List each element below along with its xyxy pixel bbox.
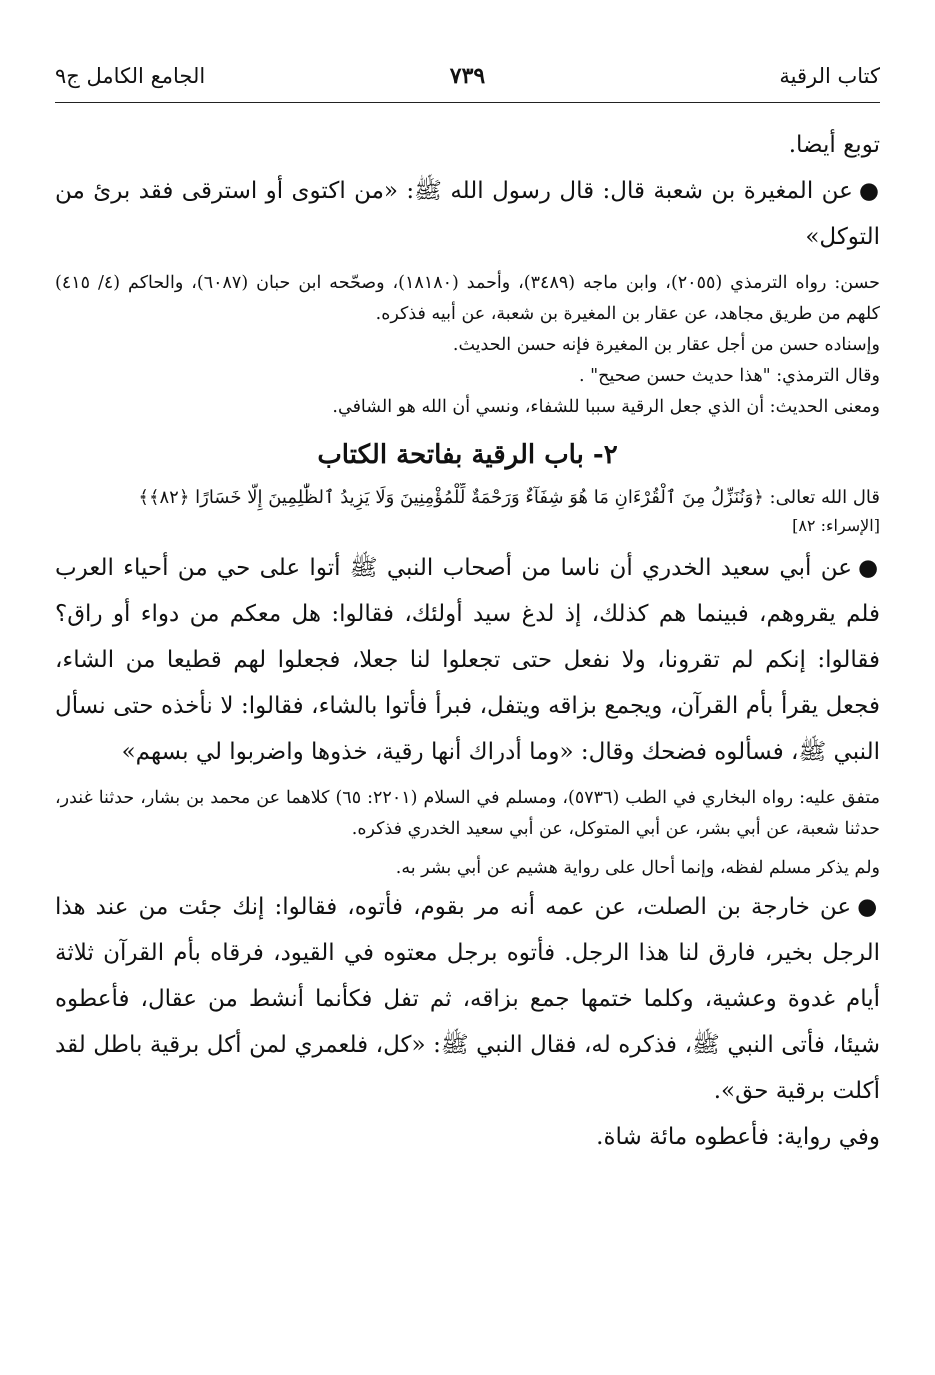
bullet-icon: ● — [858, 177, 880, 204]
hadith-paragraph — [55, 884, 880, 1114]
page-number: ٧٣٩ — [449, 63, 486, 89]
hadith-text: عن المغيرة بن شعبة قال: قال رسول الله ﷺ: «من اكتوى أو استرقى فقد برئ من التوكل» — [55, 178, 880, 250]
quran-verse: قال الله تعالى: ﴿وَنُنَزِّلُ مِنَ ٱلْقُرْءَانِ مَا هُوَ شِفَآءٌ وَرَحْمَةٌ لِّلْمُؤْمِنِينَ وَلَا يَزِيدُ ٱلظَّٰلِمِينَ إِلَّا خَسَارًا ﴿٨٢﴾﴾ — [138, 487, 880, 508]
takhrij-note: متفق عليه: رواه البخاري في الطب (٥٧٣٦)، ومسلم في السلام (٢٢٠١: ٦٥) كلاهما عن محمد بن بشار، حدثنا غندر، حدثنا شعبة، عن أبي بشر، عن أبي المتوكل، عن أبي سعيد الخدري فذكره. — [55, 788, 881, 839]
bullet-icon: ● — [857, 893, 881, 920]
hadith-text: عن خارجة بن الصلت، عن عمه أنه مر بقوم، فأتوه، فقالوا: إنك جئت من عند هذا الرجل بخير، فارق لنا هذا الرجل. فأتوه برجل معتوه في القيود، فرقاه بأم القرآن ثلاثة أيام غدوة وعشية، وكلما ختمها جمع بزاقه، ثم تفل فكأنما أنشط من عقال، فأعطوه شيئا، فأتى النبي ﷺ، فذكره له، فقال النبي ﷺ: «كل، فلعمري لمن أكل برقية باطل لقد أكلت برقية حق». — [55, 894, 880, 1104]
hadith-paragraph — [55, 545, 880, 775]
chapter-title: كتاب الرقية — [779, 64, 880, 88]
tirmidhi-note: وقال الترمذي: "هذا حديث حسن صحيح" . — [578, 366, 880, 386]
takhrij-note: حسن: رواه الترمذي (٢٠٥٥)، وابن ماجه (٣٤٨٩)، وأحمد (١٨١٨٠)، وصحّحه ابن حبان (٦٠٨٧)، والحاكم (٤/ ٤١٥) كلهم من طريق مجاهد، عن عقار بن المغيرة بن شعبة، عن أبيه فذكره. — [55, 273, 880, 324]
isnad-note: وإسناده حسن من أجل عقار بن المغيرة فإنه حسن الحديث. — [452, 335, 880, 355]
continuation-text: توبع أيضا. — [788, 132, 880, 158]
section-heading: ٢- باب الرقية بفاتحة الكتاب — [317, 440, 618, 470]
hadith-paragraph — [55, 168, 880, 260]
page-body — [55, 122, 880, 1160]
muslim-note: ولم يذكر مسلم لفظه، وإنما أحال على رواية هشيم عن أبي بشر به. — [395, 858, 880, 878]
riwaya-text: وفي رواية: فأعطوه مائة شاة. — [596, 1124, 880, 1150]
page-header — [55, 56, 880, 96]
header-rule — [55, 102, 880, 103]
book-title: الجامع الكامل ج٩ — [55, 64, 206, 88]
hadith-text: عن أبي سعيد الخدري أن ناسا من أصحاب النبي ﷺ أتوا على حي من أحياء العرب فلم يقروهم، فبينما هم كذلك، إذ لدغ سيد أولئك، فقالوا: هل معكم من دواء أو راق؟ فقالوا: إنكم لم تقرونا، ولا نفعل حتى تجعلوا لنا جعلا، فجعلوا لهم قطيعا من الشاء، فجعل يقرأ بأم القرآن، ويجمع بزاقه ويتفل، فبرأ فأتوا بالشاء، فقالوا: لا نأخذه حتى نسأل النبي ﷺ، فسألوه فضحك وقال: «وما أدراك أنها رقية، خذوها واضربوا لي بسهم» — [55, 555, 880, 765]
bullet-icon: ● — [857, 554, 880, 581]
verse-reference: [الإسراء: ٨٢] — [792, 516, 880, 535]
meaning-note: ومعنى الحديث: أن الذي جعل الرقية سببا للشفاء، ونسي أن الله هو الشافي. — [332, 397, 880, 417]
